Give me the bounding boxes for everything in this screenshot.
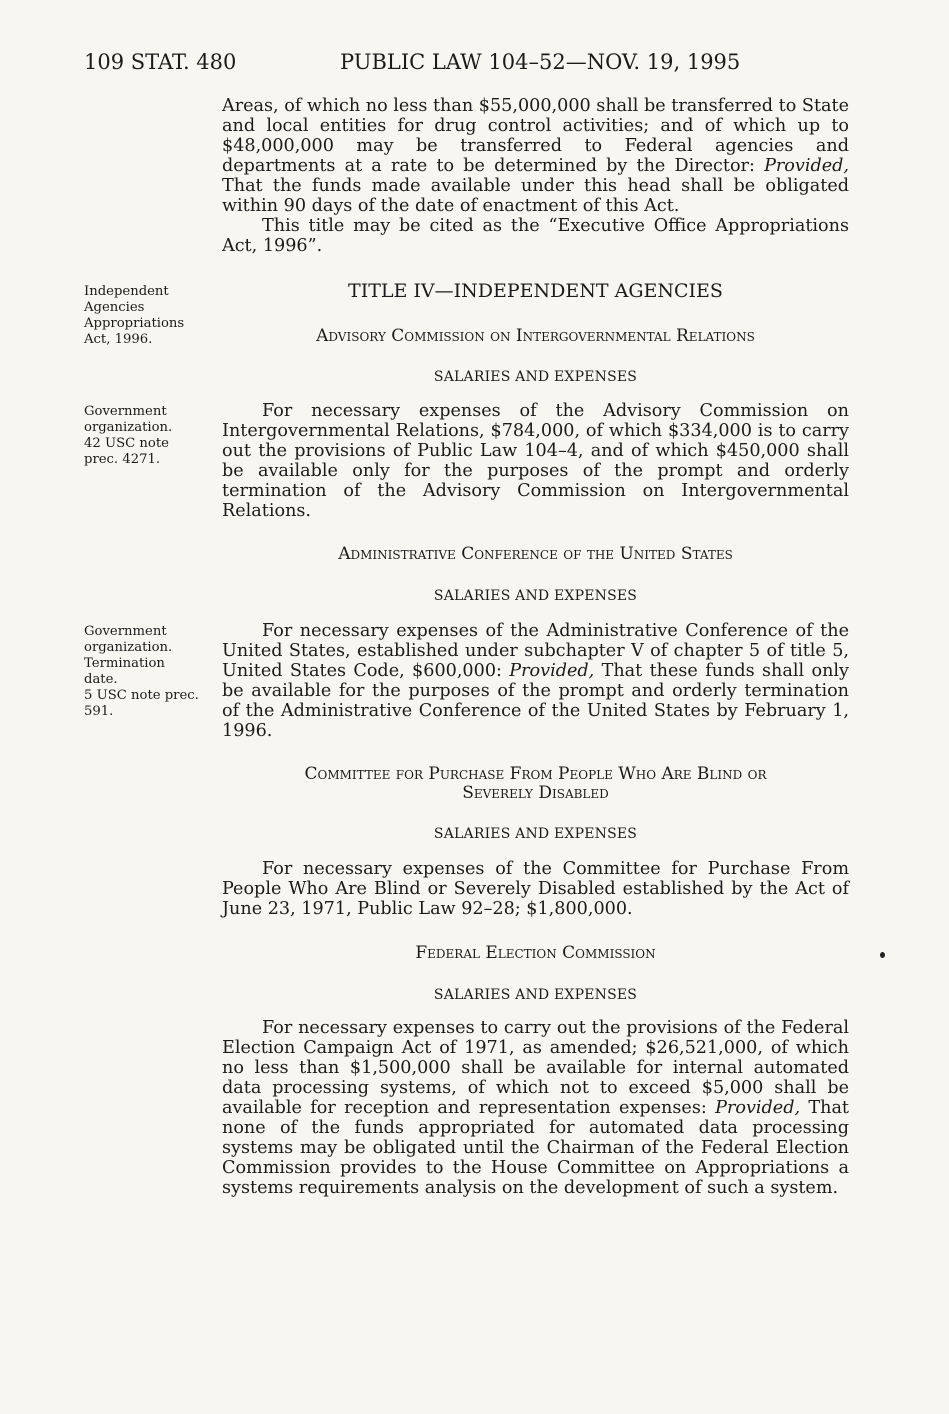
agency-heading-acir: Advisory Commission on Intergovernmental Relations (316, 326, 755, 346)
agency-heading-committee: Committee for Purchase From People Who Are Blind or Severely Disabled (304, 764, 767, 803)
subhead-acus: SALARIES AND EXPENSES (433, 588, 638, 604)
running-header: PUBLIC LAW 104–52—NOV. 19, 1995 (340, 50, 741, 74)
subhead-committee: SALARIES AND EXPENSES (433, 826, 638, 842)
paragraph-committee: For necessary expenses of the Committee for Purchase From People Who Are Blind or Severely Disabled established by the Act of June 23, 1971, Public Law 92–28; $1,800,000. (222, 859, 849, 919)
subhead-acir: SALARIES AND EXPENSES (433, 369, 638, 385)
title-heading: TITLE IV—INDEPENDENT AGENCIES (348, 280, 723, 302)
agency-heading-fec: Federal Election Commission (415, 943, 656, 963)
agency-heading-acus: Administrative Conference of the United States (338, 544, 733, 564)
page-reference: 109 STAT. 480 (84, 50, 237, 74)
ink-speck (880, 952, 885, 958)
paragraph-acus: For necessary expenses of the Administrative Conference of the United States, established under subchapter V of chapter 5 of title 5, United States Code, $600,000: Provided, That these funds shall only be available for the purposes of the prompt and orderly termination of the Administrative Conference of the United States by February 1, 1996. (222, 621, 849, 741)
paragraph-fec: For necessary expenses to carry out the provisions of the Federal Election Campaign Act of 1971, as amended; $26,521,000, of which no less than $1,500,000 shall be available for internal automated data processing systems, of which not to exceed $5,000 shall be available for reception and representation expenses: Provided, That none of the funds appropriated for automated data processing systems may be obligated until the Chairman of the Federal Election Commission provides to the House Committee on Appropriations a systems requirements analysis on the development of such a system. (222, 1018, 850, 1198)
title-citation: This title may be cited as the “Executive Office Appropriations Act, 1996”. (222, 216, 849, 256)
subhead-fec: SALARIES AND EXPENSES (433, 987, 638, 1003)
margin-note-acir: Government organization. 42 USC note prec. 4271. (84, 404, 173, 467)
continuation-paragraph: Areas, of which no less than $55,000,000 shall be transferred to State and local entities for drug control activities; and of which up to $48,000,000 may be transferred to Federal agencies and departments at a rate to be determined by the Director: Provided, That the funds made available under this head shall be obligated within 90 days of the date of enactment of this Act. This title may be cited as the “Executive Office Appropriations Act, 1996”. (222, 96, 849, 256)
margin-note-independent-agencies: Independent Agencies Appropriations Act, 1996. (84, 284, 185, 347)
margin-note-acus: Government organization. Termination date. 5 USC note prec. 591. (84, 624, 199, 719)
paragraph-acir: For necessary expenses of the Advisory Commission on Intergovernmental Relations, $784,000, of which $334,000 is to carry out the provisions of Public Law 104–4, and of which $450,000 shall be available only for the purposes of the prompt and orderly termination of the Advisory Commission on Intergovernmental Relations. (222, 401, 849, 521)
